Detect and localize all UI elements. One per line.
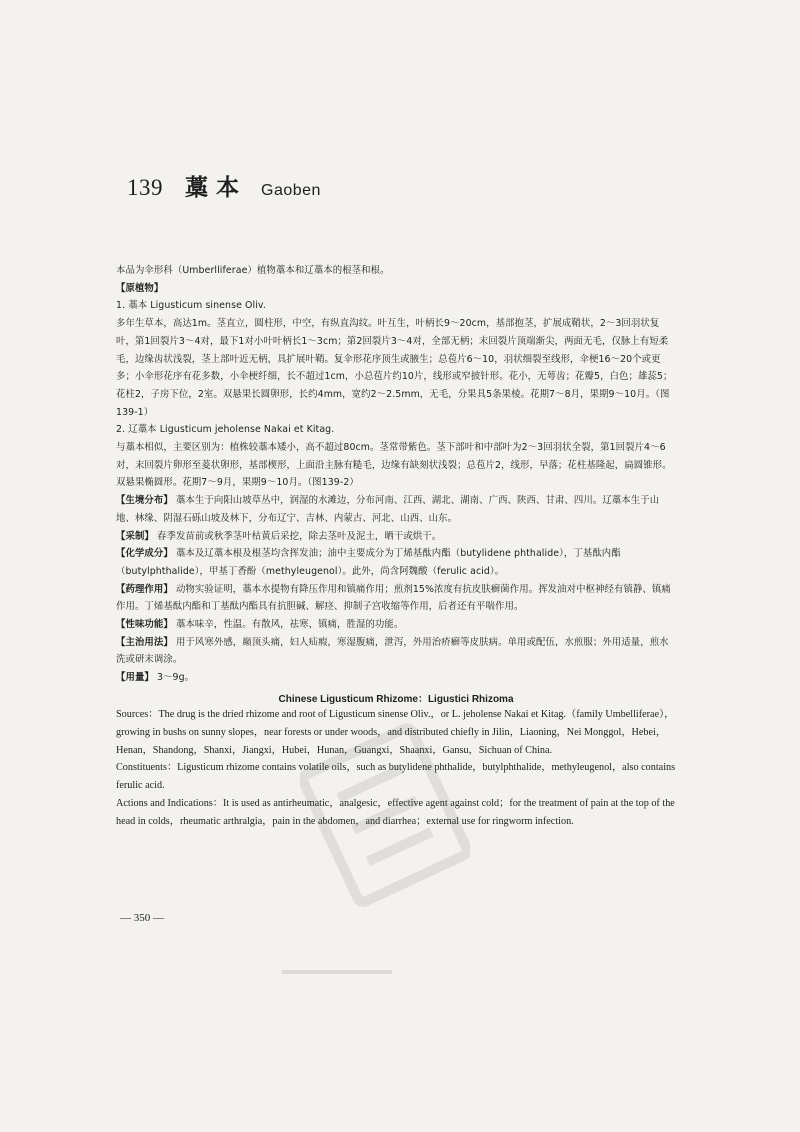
chemistry-text: 藁本及辽藁本根及根茎均含挥发油；油中主要成分为丁烯基酞内酯（butylidene phthalide），丁基酞内酯（butylphthalide），甲基丁香酚（methyleugenol）。此外，尚含阿魏酸（ferulic acid）。 bbox=[116, 548, 621, 577]
entry-number: 139 bbox=[127, 175, 163, 200]
section-label-dosage: 【用量】 bbox=[116, 672, 154, 684]
english-actions: Actions and Indications：It is used as antirheumatic，analgesic，effective agent against cold；for the treatment of pain at the top of the head in colds，rheumatic arthralgia，pain in the abdomen，and diarrhea；external use for ringworm infection. bbox=[116, 797, 675, 827]
entry-pinyin: Gaoben bbox=[261, 182, 321, 199]
section-label-collection: 【采制】 bbox=[116, 530, 154, 542]
collection-text: 春季发苗前或秋季茎叶枯黄后采挖，除去茎叶及泥土，晒干或烘干。 bbox=[157, 530, 442, 542]
english-sources: Sources：The drug is the dried rhizome and root of Ligusticum sinense Oliv.，or L. jeholense Nakai et Kitag.（family Umbelliferae），growing in bushs on sunny slopes，near forests or under woods，and distributed chiefly in Jilin，Liaoning，Nei Monggol，Hebei，Henan，Shandong，Shanxi，Jiangxi，Hubei，Hunan，Guangxi，Shaanxi，Gansu，Sichuan of China. bbox=[116, 709, 675, 756]
pharmacology-text: 动物实验证明，藁本水提物有降压作用和镇痛作用；煎剂15%浓度有抗皮肤癣菌作用。挥发油对中枢神经有镇静、镇痛作用。丁烯基酞内酯和丁基酞内酯具有抗胆碱、解痉、抑制子宫收缩等作用，后者还有平喘作用。 bbox=[116, 583, 671, 613]
dosage-text: 3～9g。 bbox=[157, 672, 195, 684]
section-label-distribution: 【生境分布】 bbox=[116, 495, 173, 507]
section-label-plant: 【原植物】 bbox=[116, 282, 164, 294]
english-constituents: Constituents：Ligusticum rhizome contains volatile oils，such as butylidene phthalide，butylphthalide，methyleugenol，also contains ferulic acid. bbox=[116, 762, 676, 792]
section-label-pharmacology: 【药理作用】 bbox=[116, 583, 173, 595]
distribution-text: 藁本生于向阳山坡草丛中，润湿的水滩边，分布河南、江西、湖北、湖南、广西、陕西、甘肃、四川。辽藁本生于山地、林缘、阴湿石砾山坡及林下，分布辽宁、吉林、内蒙古、河北、山西、山东。 bbox=[116, 495, 660, 524]
chinese-text-block bbox=[116, 262, 676, 687]
entry-title bbox=[127, 174, 321, 205]
faint-bleedthrough-mark bbox=[282, 968, 392, 976]
entry-chinese-name: 藁本 bbox=[185, 175, 247, 201]
section-label-properties: 【性味功能】 bbox=[116, 619, 173, 631]
page-number: — 350 — bbox=[120, 912, 164, 924]
plant-2-description: 与藁本相似，主要区别为：植株较藁本矮小，高不超过80cm。茎常带紫色。茎下部叶和中部叶为2～3回羽状全裂，第1回裂片4～6对，末回裂片卵形至菱状卵形，基部楔形，上面沿主脉有糙毛，边缘有缺刻状浅裂；总苞片2，线形，早落；花柱基隆起，扁圆锥形。双悬果椭圆形。花期7～9月，果期9～10月。（图139-2） bbox=[116, 442, 672, 489]
section-label-chemistry: 【化学成分】 bbox=[116, 548, 173, 560]
plant-1-heading: 1. 藁本 Ligusticum sinense Oliv. bbox=[116, 300, 266, 312]
section-label-usage: 【主治用法】 bbox=[116, 636, 173, 648]
library-stamp-watermark bbox=[300, 720, 470, 910]
english-section-title: Chinese Ligusticum Rhizome：Ligustici Rhizoma bbox=[278, 694, 514, 705]
plant-1-description: 多年生草本，高达1m。茎直立，圆柱形，中空，有纵直沟纹。叶互生，叶柄长9～20cm，基部抱茎，扩展成鞘状，2～3回羽状复叶，第1回裂片3～4对，最下1对小叶叶柄长1～3cm；第2回裂片3～4对，全部无柄；末回裂片顶端渐尖，两面无毛，仅脉上有短柔毛，边缘齿状浅裂，茎上部叶近无柄，具扩展叶鞘。复伞形花序顶生或腋生；总苞片6～10，羽状细裂至线形，伞梗16～20个或更多；小伞形花序有花多数，小伞梗纤细，长不超过1cm，小总苞片约10片，线形或窄披针形。花小，无萼齿；花瓣5，白色；雄蕊5；花柱2，子房下位，2室。双悬果长圆卵形，长约4mm，宽约2～2.5mm，无毛，分果具5条果棱。花期7～8月，果期9～10月。（图139-1） bbox=[116, 318, 673, 418]
usage-text: 用于风寒外感，巅顶头痛，妇人疝瘕，寒湿腹痛，泄泻，外用治疥癣等皮肤病。单用或配伍，水煎服；外用适量，煎水洗或研末调涂。 bbox=[116, 636, 669, 666]
plant-2-heading: 2. 辽藁本 Ligusticum jeholense Nakai et Kitag. bbox=[116, 424, 335, 436]
intro-line: 本品为伞形科（Umberlliferae）植物藁本和辽藁本的根茎和根。 bbox=[116, 265, 390, 276]
properties-text: 藁本味辛，性温。有散风，祛寒，镇痛，胜湿的功能。 bbox=[175, 619, 404, 631]
